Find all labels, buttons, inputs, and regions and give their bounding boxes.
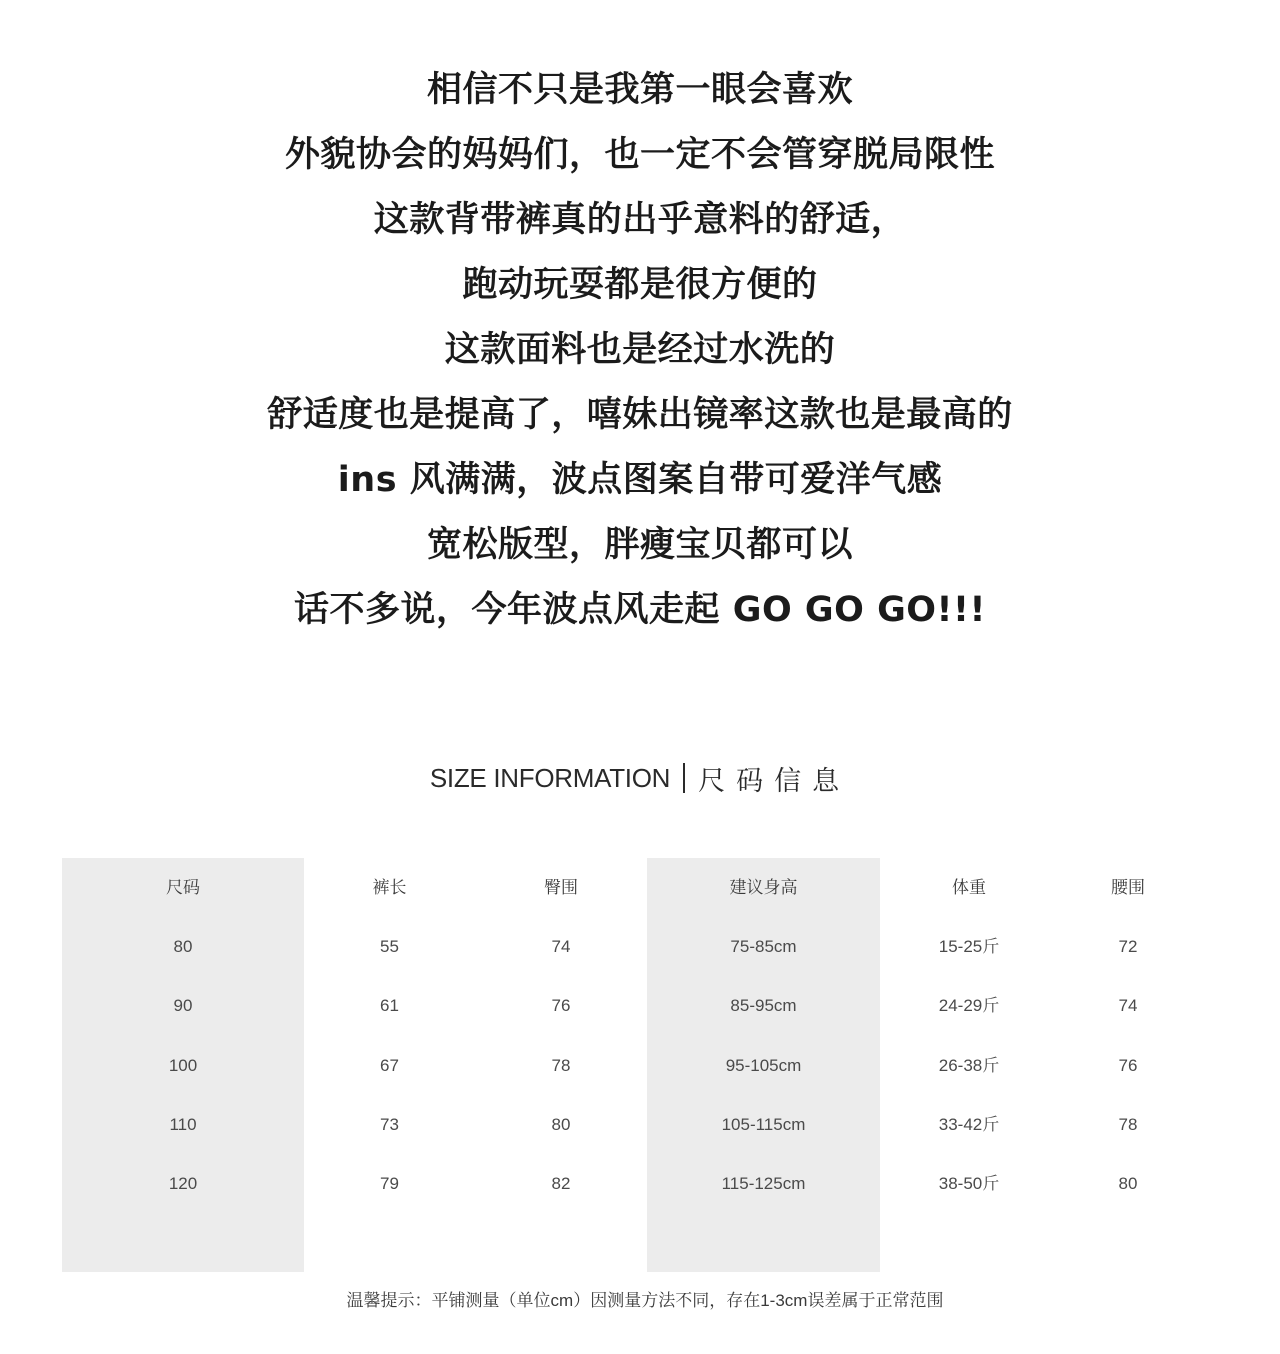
table-cell: 76 [551, 996, 571, 1016]
table-cell: 38-50斤 [938, 1173, 1000, 1193]
table-cell: 115-125cm [721, 1173, 806, 1193]
size-information-heading [0, 752, 1280, 804]
size-table-grid [62, 858, 1198, 1213]
description-line: 宽松版型，胖瘦宝贝都可以 [426, 525, 853, 565]
table-cell: 85-95cm [730, 996, 797, 1016]
table-cell: 74 [1118, 996, 1138, 1016]
header-pants-length: 裤长 [372, 878, 407, 897]
header-weight: 体重 [952, 878, 986, 897]
table-cell: 73 [380, 1114, 399, 1134]
table-cell: 74 [551, 937, 571, 957]
description-line: 话不多说，今年波点风走起 GO GO GO!!! [294, 590, 986, 630]
table-cell: 120 [168, 1173, 198, 1193]
description-line: 外貌协会的妈妈们，也一定不会管穿脱局限性 [284, 135, 995, 175]
table-cell: 100 [168, 1055, 198, 1075]
table-cell: 95-105cm [725, 1055, 802, 1075]
size-heading-chinese: 尺码信息 [698, 765, 851, 796]
table-cell: 80 [1118, 1173, 1138, 1193]
description-line: 相信不只是我第一眼会喜欢 [426, 70, 853, 110]
description-line: 这款背带裤真的出乎意料的舒适， [373, 200, 907, 240]
header-hip: 臀围 [544, 878, 578, 897]
table-cell: 78 [1118, 1114, 1138, 1134]
table-cell: 80 [173, 937, 193, 957]
description-line: 这款面料也是经过水洗的 [444, 330, 836, 370]
size-heading-english: SIZE INFORMATION [429, 762, 671, 793]
table-cell: 67 [380, 1055, 399, 1075]
table-cell: 33-42斤 [938, 1114, 1000, 1134]
header-recommended-height: 建议身高 [729, 878, 798, 897]
header-size: 尺码 [166, 878, 200, 897]
heading-divider [683, 763, 685, 793]
table-cell: 79 [380, 1173, 399, 1193]
table-cell: 61 [380, 996, 399, 1016]
table-cell: 76 [1118, 1055, 1138, 1075]
table-cell: 82 [551, 1173, 571, 1193]
table-cell: 55 [380, 937, 399, 957]
table-cell: 80 [551, 1114, 571, 1134]
table-cell: 15-25斤 [938, 937, 1000, 957]
product-description [0, 58, 1280, 643]
table-cell: 90 [173, 996, 193, 1016]
table-cell: 78 [551, 1055, 571, 1075]
description-line: 舒适度也是提高了，嘻妹出镜率这款也是最高的 [267, 395, 1013, 435]
description-line: 跑动玩耍都是很方便的 [462, 265, 818, 305]
table-cell: 24-29斤 [938, 996, 1000, 1016]
table-cell: 26-38斤 [938, 1055, 1000, 1075]
table-cell: 105-115cm [721, 1114, 806, 1134]
table-cell: 72 [1118, 937, 1138, 957]
table-cell: 75-85cm [730, 937, 797, 957]
measurement-note: 温馨提示：平铺测量（单位cm）因测量方法不同，存在1-3cm误差属于正常范围 [346, 1291, 944, 1310]
table-cell: 110 [169, 1114, 197, 1134]
description-line: ins 风满满，波点图案自带可爱洋气感 [337, 460, 943, 500]
size-table [62, 858, 1198, 1272]
header-waist: 腰围 [1111, 878, 1145, 897]
